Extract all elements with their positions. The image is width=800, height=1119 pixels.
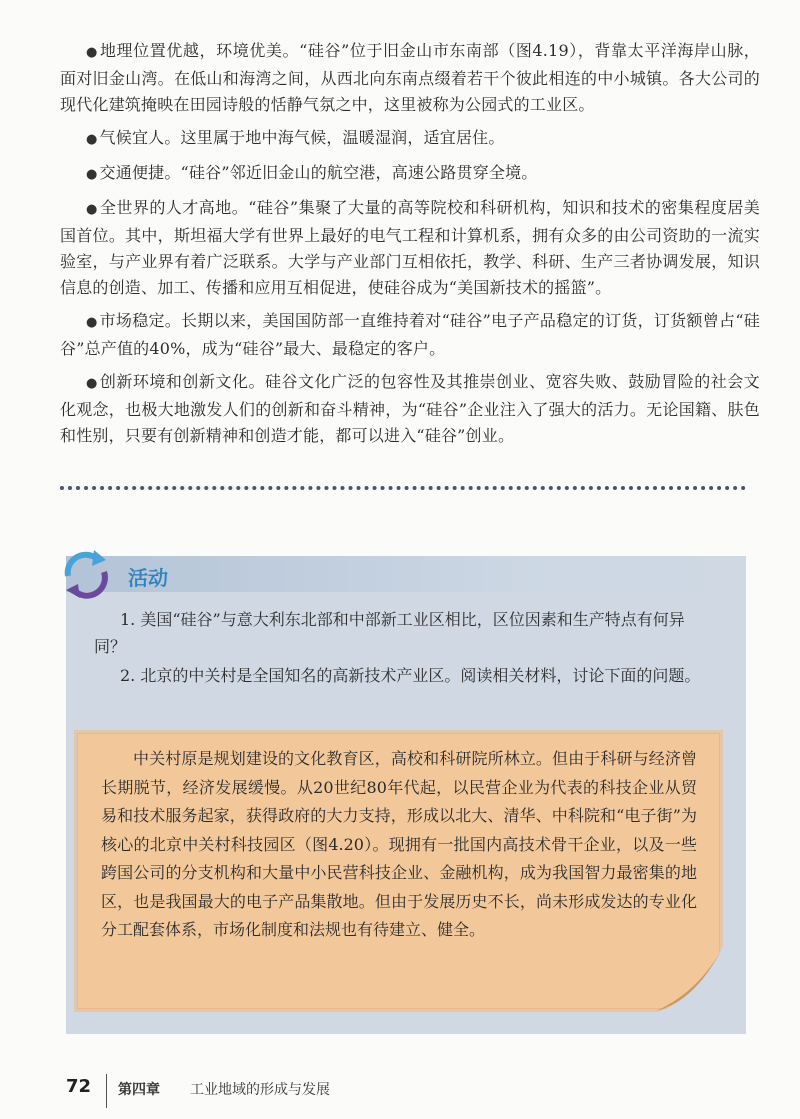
bullet-paragraph <box>60 369 760 449</box>
activity-questions <box>94 606 714 691</box>
cycle-arrows-icon <box>58 546 114 600</box>
page-number: 72 <box>66 1076 92 1097</box>
bullet-paragraph <box>60 125 760 153</box>
bullet-text: 交通便捷。“硅谷”邻近旧金山的航空港，高速公路贯穿全境。 <box>99 163 538 182</box>
question-1: 1. 美国“硅谷”与意大利东北部和中部新工业区相比，区位因素和生产特点有何异同？ <box>94 610 685 656</box>
bullet-icon: ● <box>86 315 98 330</box>
bullet-text: 地理位置优越，环境优美。“硅谷”位于旧金山市东南部（图4.19），背靠太平洋海岸山脉，面对旧金山湾。在低山和海湾之间，从西北向东南点缀着若干个彼此相连的中小城镇。各大公司的现代化建筑掩映在田园诗般的恬静气氛之中，这里被称为公园式的工业区。 <box>60 41 761 114</box>
chapter-title: 工业地域的形成与发展 <box>190 1082 330 1098</box>
footer-divider <box>106 1074 107 1108</box>
bullet-paragraph <box>60 160 760 188</box>
bullet-paragraph <box>60 38 760 118</box>
bullet-text: 创新环境和创新文化。硅谷文化广泛的包容性及其推崇创业、宽容失败、鼓励冒险的社会文化观念，也极大地激发人们的创新和奋斗精神，为“硅谷”企业注入了强大的活力。无论国籍、肤色和性别，只要有创新精神和创造才能，都可以进入“硅谷”创业。 <box>60 372 760 445</box>
bullet-text: 市场稳定。长期以来，美国国防部一直维持着对“硅谷”电子产品稳定的订货，订货额曾占“硅谷”总产值的40%，成为“硅谷”最大、最稳定的客户。 <box>60 311 760 358</box>
reading-material-box <box>74 730 723 1012</box>
page-curl-decoration <box>654 943 724 1013</box>
activity-title: 活动 <box>128 566 168 590</box>
page-footer <box>0 1070 800 1110</box>
bullet-list <box>60 38 760 456</box>
bullet-icon: ● <box>86 202 98 217</box>
dotted-divider <box>60 486 746 490</box>
reading-material-text: 中关村原是规划建设的文化教育区，高校和科研院所林立。但由于科研与经济曾长期脱节，经济发展缓慢。从20世纪80年代起，以民营企业为代表的科技企业从贸易和技术服务起家，获得政府的大力支持，形成以北大、清华、中科院和“电子街”为核心的北京中关村科技园区（图4.20）。现拥有一批国内高技术骨干企业，以及一些跨国公司的分支机构和大量中小民营科技企业、金融机构，成为我国智力最密集的地区，也是我国最大的电子产品集散地。但由于发展历史不长，尚未形成发达的专业化分工配套体系，市场化制度和法规也有待建立、健全。 <box>101 749 697 939</box>
bullet-icon: ● <box>86 376 98 391</box>
chapter-label: 第四章 <box>118 1082 160 1098</box>
bullet-icon: ● <box>86 167 98 182</box>
question-2: 2. 北京的中关村是全国知名的高新技术产业区。阅读相关材料，讨论下面的问题。 <box>120 666 701 685</box>
bullet-paragraph <box>60 308 760 362</box>
activity-header <box>66 556 746 592</box>
bullet-icon: ● <box>86 132 98 147</box>
bullet-icon: ● <box>86 45 98 60</box>
bullet-text: 气候宜人。这里属于地中海气候，温暖湿润，适宜居住。 <box>99 128 505 147</box>
activity-panel <box>66 556 746 1034</box>
bullet-text: 全世界的人才高地。“硅谷”集聚了大量的高等院校和科研机构，知识和技术的密集程度居美国首位。其中，斯坦福大学有世界上最好的电气工程和计算机系，拥有众多的由公司资助的一流实验室，与产业界有着广泛联系。大学与产业部门互相依托，教学、科研、生产三者协调发展，知识信息的创造、加工、传播和应用互相促进，使硅谷成为“美国新技术的摇篮”。 <box>60 198 761 297</box>
bullet-paragraph <box>60 195 760 301</box>
